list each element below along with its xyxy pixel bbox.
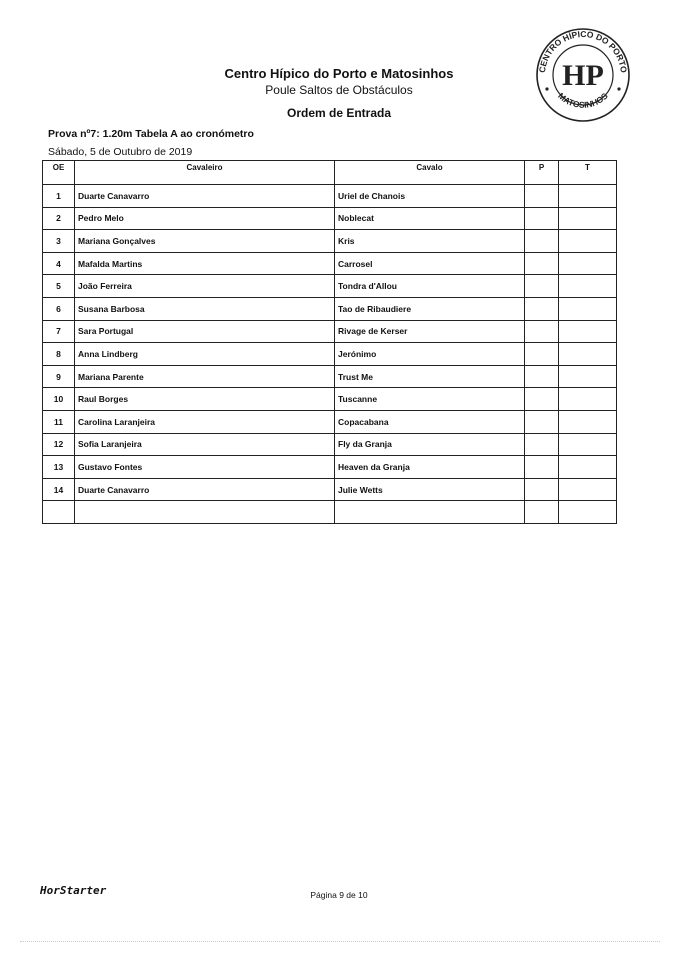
rider-cell: Mariana Parente bbox=[75, 365, 335, 388]
time-cell bbox=[559, 410, 617, 433]
column-header-horse: Cavalo bbox=[335, 161, 525, 185]
oe-cell: 14 bbox=[43, 478, 75, 501]
table-row bbox=[43, 410, 617, 433]
rider-cell: Anna Lindberg bbox=[75, 343, 335, 366]
page-number: Página 9 de 10 bbox=[310, 890, 368, 900]
horse-cell: Kris bbox=[335, 230, 525, 253]
column-header-oe: OE bbox=[43, 161, 75, 185]
penalty-cell bbox=[525, 501, 559, 524]
document-title: Centro Hípico do Porto e Matosinhos bbox=[224, 66, 454, 81]
rider-cell: Susana Barbosa bbox=[75, 297, 335, 320]
column-header-penalties: P bbox=[525, 161, 559, 185]
scan-edge bbox=[20, 941, 660, 942]
time-cell bbox=[559, 320, 617, 343]
rider-cell: Sara Portugal bbox=[75, 320, 335, 343]
table-header-row bbox=[43, 161, 617, 185]
oe-cell: 3 bbox=[43, 230, 75, 253]
oe-cell: 6 bbox=[43, 297, 75, 320]
column-header-rider: Cavaleiro bbox=[75, 161, 335, 185]
horse-cell: Carrosel bbox=[335, 252, 525, 275]
table-row bbox=[43, 433, 617, 456]
table-row bbox=[43, 388, 617, 411]
rider-cell: Carolina Laranjeira bbox=[75, 410, 335, 433]
rider-cell: Duarte Canavarro bbox=[75, 185, 335, 208]
event-name: Prova nº7: 1.20m Tabela A ao cronómetro bbox=[48, 128, 254, 140]
horse-cell: Tuscanne bbox=[335, 388, 525, 411]
penalty-cell bbox=[525, 320, 559, 343]
penalty-cell bbox=[525, 433, 559, 456]
entry-order-table bbox=[42, 160, 617, 524]
penalty-cell bbox=[525, 275, 559, 298]
club-logo bbox=[528, 27, 638, 123]
oe-cell: 1 bbox=[43, 185, 75, 208]
oe-cell: 10 bbox=[43, 388, 75, 411]
table-row bbox=[43, 365, 617, 388]
oe-cell: 9 bbox=[43, 365, 75, 388]
oe-cell: 5 bbox=[43, 275, 75, 298]
horse-cell: Julie Wetts bbox=[335, 478, 525, 501]
penalty-cell bbox=[525, 388, 559, 411]
penalty-cell bbox=[525, 297, 559, 320]
logo-bottom-text: MATOSINHOS bbox=[556, 90, 610, 110]
horse-cell: Copacabana bbox=[335, 410, 525, 433]
time-cell bbox=[559, 343, 617, 366]
oe-cell: 13 bbox=[43, 456, 75, 479]
table-row bbox=[43, 478, 617, 501]
penalty-cell bbox=[525, 410, 559, 433]
oe-cell: 4 bbox=[43, 252, 75, 275]
horse-cell: Fly da Granja bbox=[335, 433, 525, 456]
logo-top-text: CENTRO HÍPICO DO PORTO bbox=[536, 28, 630, 74]
table-row bbox=[43, 275, 617, 298]
rider-cell: Gustavo Fontes bbox=[75, 456, 335, 479]
time-cell bbox=[559, 456, 617, 479]
time-cell bbox=[559, 501, 617, 524]
horse-cell: Noblecat bbox=[335, 207, 525, 230]
penalty-cell bbox=[525, 456, 559, 479]
time-cell bbox=[559, 275, 617, 298]
rider-cell bbox=[75, 501, 335, 524]
table-row bbox=[43, 230, 617, 253]
horse-cell: Rivage de Kerser bbox=[335, 320, 525, 343]
rider-cell: Duarte Canavarro bbox=[75, 478, 335, 501]
oe-cell: 12 bbox=[43, 433, 75, 456]
penalty-cell bbox=[525, 207, 559, 230]
svg-text:MATOSINHOS bbox=[556, 91, 610, 110]
rider-cell: Pedro Melo bbox=[75, 207, 335, 230]
time-cell bbox=[559, 207, 617, 230]
event-date: Sábado, 5 de Outubro de 2019 bbox=[48, 146, 193, 158]
rider-cell: Sofia Laranjeira bbox=[75, 433, 335, 456]
time-cell bbox=[559, 365, 617, 388]
rider-cell: João Ferreira bbox=[75, 275, 335, 298]
table-row bbox=[43, 207, 617, 230]
horse-cell: Tao de Ribaudiere bbox=[335, 297, 525, 320]
document-subtitle: Poule Saltos de Obstáculos bbox=[265, 83, 413, 97]
oe-cell: 7 bbox=[43, 320, 75, 343]
horse-cell bbox=[335, 501, 525, 524]
penalty-cell bbox=[525, 230, 559, 253]
oe-cell: 8 bbox=[43, 343, 75, 366]
table-row bbox=[43, 252, 617, 275]
table-row bbox=[43, 456, 617, 479]
penalty-cell bbox=[525, 252, 559, 275]
time-cell bbox=[559, 433, 617, 456]
time-cell bbox=[559, 388, 617, 411]
rider-cell: Mariana Gonçalves bbox=[75, 230, 335, 253]
section-title: Ordem de Entrada bbox=[286, 106, 392, 120]
horse-cell: Uriel de Chanois bbox=[335, 185, 525, 208]
table-row bbox=[43, 320, 617, 343]
time-cell bbox=[559, 185, 617, 208]
penalty-cell bbox=[525, 365, 559, 388]
table-row bbox=[43, 297, 617, 320]
table-row bbox=[43, 343, 617, 366]
time-cell bbox=[559, 252, 617, 275]
logo-monogram: HP bbox=[562, 59, 604, 92]
horse-cell: Jerónimo bbox=[335, 343, 525, 366]
time-cell bbox=[559, 230, 617, 253]
penalty-cell bbox=[525, 343, 559, 366]
oe-cell bbox=[43, 501, 75, 524]
horse-cell: Tondra d'Allou bbox=[335, 275, 525, 298]
rider-cell: Mafalda Martins bbox=[75, 252, 335, 275]
horse-cell: Heaven da Granja bbox=[335, 456, 525, 479]
table-row bbox=[43, 501, 617, 524]
oe-cell: 11 bbox=[43, 410, 75, 433]
time-cell bbox=[559, 297, 617, 320]
software-name: HorStarter bbox=[40, 884, 107, 897]
penalty-cell bbox=[525, 185, 559, 208]
table-row bbox=[43, 185, 617, 208]
horse-cell: Trust Me bbox=[335, 365, 525, 388]
penalty-cell bbox=[525, 478, 559, 501]
rider-cell: Raul Borges bbox=[75, 388, 335, 411]
oe-cell: 2 bbox=[43, 207, 75, 230]
time-cell bbox=[559, 478, 617, 501]
column-header-time: T bbox=[559, 161, 617, 185]
